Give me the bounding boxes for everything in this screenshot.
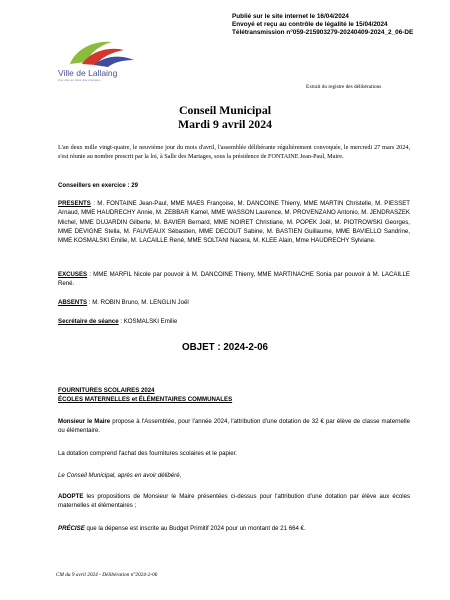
councillors-value: 29 [131, 182, 138, 189]
stamp-transmission-line: Télétransmission n°059-215903279-20240409-2024_2_06-DE [232, 29, 414, 36]
session-date: Mardi 9 avril 2024 [177, 117, 273, 131]
precise-paragraph [58, 524, 410, 533]
presents-paragraph [58, 199, 410, 245]
secretary-label: Secrétaire de séance [58, 318, 119, 325]
councillors-count [58, 181, 410, 190]
absents-list: : M. ROBIN Bruno, M. LENGLIN Joël [87, 299, 189, 306]
proposal-text: propose à l'Assemblée, pour l'année 2024, l'attribution d'une dotation de 32 € par élève de classe maternelle ou élémentaire. [58, 418, 410, 435]
publication-stamp [232, 13, 413, 37]
page-footer: CM du 9 avril 2024 - Délibération n°2024-2-06 [56, 572, 158, 578]
absents-paragraph [58, 298, 410, 307]
adopte-text: les propositions de Monsieur le Maire présentées ci-dessus pour l'attribution d'une dotation par élève aux écoles maternelles et élémentaires ; [58, 493, 410, 510]
extract-label: Extrait du registre des délibérations [306, 84, 382, 90]
adopte-paragraph [58, 492, 410, 511]
precise-text: que la dépense est inscrite au Budget Primitif 2024 pour un montant de 21 664 €. [84, 525, 306, 532]
presents-label: PRESENTS [58, 200, 91, 207]
council-title: Conseil Municipal [178, 103, 272, 117]
intro-paragraph: L'an deux mille vingt-quatre, le neuvième jour du mois d'avril, l'assemblée délibérante régulièrement convoquée, le mercredi 27 mars 2024, s'est réunie au nombre prescrit par la loi, à Salle des Mariages, sous la présidence de FONTAINE Jean-Paul, Maire. [58, 144, 410, 161]
stamp-legality-line: Envoyé et reçu au contrôle de légalité le 15/04/2024 [232, 21, 388, 28]
absents-label: ABSENTS [58, 299, 88, 306]
excuses-list: : MME MARFIL Nicole par pouvoir à M. DANCOINE Thierry, MME MARTINACHE Sonia par pouvoir à M. LACAILLE René. [58, 271, 410, 288]
city-logo [52, 34, 144, 96]
councillors-label: Conseillers en exercice : [58, 182, 130, 189]
secretary-paragraph [58, 317, 410, 326]
logo-city-name: Ville de Lallaing [58, 68, 118, 78]
stamp-published-line: Publié sur le site internet le 16/04/2024 [232, 13, 349, 20]
proposal-paragraph [58, 417, 410, 436]
secretary-name: : KOSMALSKI Emilie [118, 318, 178, 325]
excuses-paragraph [58, 270, 410, 289]
excuses-label: EXCUSES [58, 271, 88, 278]
adopte-label: ADOPTE [58, 493, 84, 500]
deliberation-paragraph: Le Conseil Municipal, après en avoir délibéré, [58, 472, 182, 479]
subject-line-1: FOURNITURES SCOLAIRES 2024 [58, 387, 155, 394]
logo-tagline: Une ville au cœur des énergies... [58, 79, 103, 82]
objet-heading: OBJET : 2024-2-06 [181, 342, 269, 353]
allocation-paragraph: La dotation comprend l'achat des fournitures scolaires et le papier. [58, 450, 238, 457]
mayor-label: Monsieur le Maire [58, 418, 111, 425]
presents-list: : M. FONTAINE Jean-Paul, MME MAES Françoise, M. DANCOINE Thierry, MME MARTIN Christelle, M. PIESSET Arnaud, MME HAUDRECHY Annie, M. ZEBBAR Kamel, MME WASSON Laurence, M. PROVENZANO Antonio, M. JENDRASZEK Michel, MME DUJARDIN Gilberte, M. BAVIER Bernard, MME NOIRET Christiane, M. POPEK Joël, M. PIOTROWSKI Georges, MME DEVIGNE Stella, M. FAUVEAUX Sébastien, MME DECOUT Sabine, M. BASTIEN Guillaume, MME BAVIELLO Sandrine, MME KOSMALSKI Emilie, M. LACAILLE René, MME SOLTANI Nacera, M. KLEE Alain, Mme HAUDRECHY Sylviane. [58, 200, 410, 245]
precise-label: PRÉCISE [58, 525, 85, 532]
subject-line-2: ÉCOLES MATERNELLES et ÉLÉMENTAIRES COMMUNALES [58, 396, 233, 403]
